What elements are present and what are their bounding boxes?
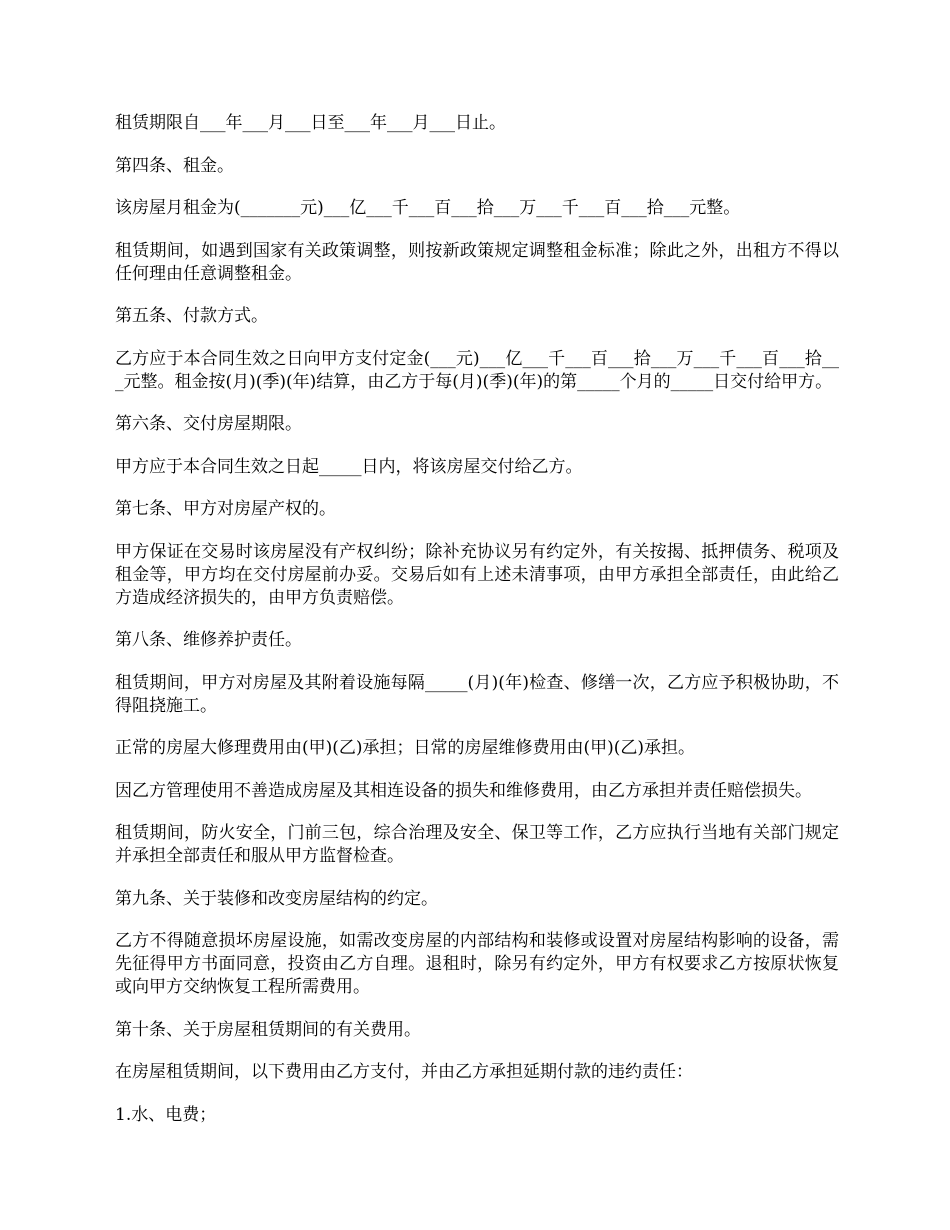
heading-article-8-maintenance: 第八条、维修养护责任。 bbox=[115, 630, 302, 650]
paragraph-lease-term: 租赁期限自___年___月___日至___年___月___日止。 bbox=[115, 113, 506, 133]
list-item-utilities: 1.水、电费； bbox=[115, 1104, 217, 1125]
heading-article-4-rent: 第四条、租金。 bbox=[115, 155, 234, 176]
paragraph-inspection: 租赁期间，甲方对房屋及其附着设施每隔_____(月)(年)检查、修缮一次，乙方应予积极协助，不得阻挠施工。 bbox=[115, 672, 839, 716]
paragraph-fees-intro: 在房屋租赁期间，以下费用由乙方支付，并由乙方承担延期付款的违约责任： bbox=[115, 1062, 693, 1082]
paragraph-tenant-damage: 因乙方管理使用不善造成房屋及其相连设备的损失和维修费用，由乙方承担并责任赔偿损失。 bbox=[115, 780, 812, 801]
paragraph-delivery-deadline: 甲方应于本合同生效之日起_____日内，将该房屋交付给乙方。 bbox=[115, 456, 583, 477]
paragraph-deposit-payment: 乙方应于本合同生效之日向甲方支付定金(___元)___亿___千___百___拾___万___千___百___拾___元整。租金按(月)(季)(年)结算，由乙方于每(月)(季)(年)的第_____个月的_____日交付给甲方。 bbox=[115, 348, 839, 392]
heading-article-5-payment: 第五条、付款方式。 bbox=[115, 306, 268, 326]
paragraph-monthly-rent: 该房屋月租金为(_______元)___亿___千___百___拾___万___千___百___拾___元整。 bbox=[115, 198, 741, 218]
paragraph-repair-costs: 正常的房屋大修理费用由(甲)(乙)承担；日常的房屋维修费用由(甲)(乙)承担。 bbox=[115, 738, 696, 758]
paragraph-title-guarantee: 甲方保证在交易时该房屋没有产权纠纷；除补充协议另有约定外，有关按揭、抵押债务、税项及租金等，甲方均在交付房屋前办妥。交易后如有上述未清事项，由甲方承担全部责任，由此给乙方造成经济损失的，由甲方负责赔偿。 bbox=[115, 541, 839, 608]
paragraph-rent-adjustment: 租赁期间，如遇到国家有关政策调整，则按新政策规定调整租金标准；除此之外，出租方不得以任何理由任意调整租金。 bbox=[115, 240, 839, 284]
heading-article-9-renovation: 第九条、关于装修和改变房屋结构的约定。 bbox=[115, 888, 438, 909]
heading-article-6-delivery: 第六条、交付房屋期限。 bbox=[115, 414, 302, 434]
paragraph-safety-duties: 租赁期间，防火安全，门前三包，综合治理及安全、保卫等工作，乙方应执行当地有关部门规定并承担全部责任和服从甲方监督检查。 bbox=[115, 823, 839, 866]
document-body bbox=[115, 112, 839, 1146]
heading-article-10-fees: 第十条、关于房屋租赁期间的有关费用。 bbox=[115, 1019, 421, 1040]
heading-article-7-title: 第七条、甲方对房屋产权的。 bbox=[115, 499, 336, 519]
paragraph-renovation-terms: 乙方不得随意损坏房屋设施，如需改变房屋的内部结构和装修或设置对房屋结构影响的设备，需先征得甲方书面同意，投资由乙方自理。退租时，除另有约定外，甲方有权要求乙方按原状恢复或向甲方交纳恢复工程所需费用。 bbox=[115, 931, 839, 997]
